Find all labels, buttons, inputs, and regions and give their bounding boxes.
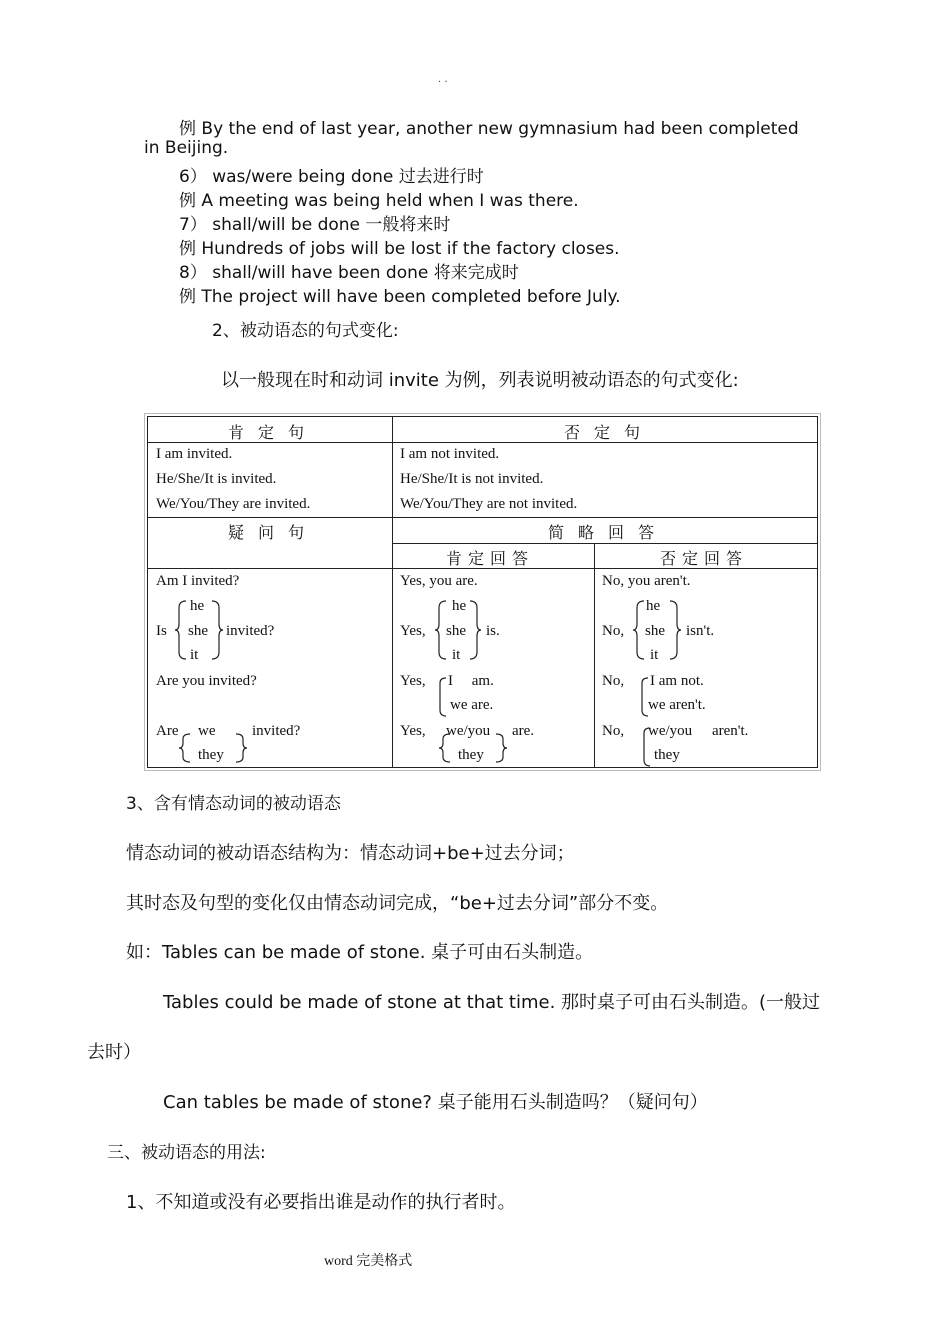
yes-4-we: we/you (446, 723, 491, 739)
negative-row: I am not invited. (400, 446, 500, 462)
no-1: No, you aren't. (602, 573, 691, 589)
question-4-we: we (198, 723, 216, 739)
yes-1: Yes, you are. (400, 573, 478, 589)
right-brace-icon (468, 600, 482, 660)
example-paragraph: Tables could be made of stone at that time. 那时桌子可由石头制造。(一般过 (163, 992, 821, 1013)
no-4-we: we/you (648, 723, 693, 739)
header-short-no: 否定回答 (660, 549, 749, 568)
question-2-end: invited? (226, 623, 275, 639)
no-3-no: No, (602, 673, 625, 689)
header-short-yes: 肯定回答 (446, 549, 535, 568)
question-2-it: it (190, 647, 199, 663)
no-4-no: No, (602, 723, 625, 739)
yes-2-yes: Yes, (400, 623, 426, 639)
question-3: Are you invited? (156, 673, 257, 689)
right-brace-icon (494, 733, 508, 763)
question-2-he: he (190, 598, 205, 614)
example-line-cont: in Beijing. (144, 138, 229, 158)
yes-3-we: we are. (450, 697, 494, 713)
yes-4-they: they (458, 747, 484, 763)
example-paragraph-cont: 去时） (87, 1042, 141, 1063)
yes-2-she: she (446, 623, 466, 639)
section-heading: 2、被动语态的句式变化: (212, 321, 399, 341)
header-affirmative: 肯定句 (228, 423, 319, 442)
left-brace-icon (632, 600, 646, 660)
section-heading: 3、含有情态动词的被动语态 (126, 794, 341, 814)
no-2-no: No, (602, 623, 625, 639)
left-brace-icon (438, 733, 452, 763)
list-item: 1、不知道或没有必要指出谁是动作的执行者时。 (126, 1192, 516, 1213)
yes-4-end: are. (512, 723, 535, 739)
left-brace-icon (178, 733, 192, 763)
no-4-end: aren't. (712, 723, 749, 739)
left-brace-icon (434, 600, 448, 660)
header-question: 疑问句 (228, 523, 319, 542)
yes-4-yes: Yes, (400, 723, 426, 739)
question-4-are: Are (156, 723, 179, 739)
left-brace-icon (640, 727, 652, 767)
left-brace-icon (174, 600, 188, 660)
no-2-it: it (650, 647, 659, 663)
question-1: Am I invited? (156, 573, 240, 589)
negative-row: He/She/It is not invited. (400, 471, 544, 487)
yes-2-it: it (452, 647, 461, 663)
left-brace-icon (436, 677, 448, 717)
no-3-i: I am not. (650, 673, 704, 689)
negative-row: We/You/They are not invited. (400, 496, 578, 512)
tense-item: 6） was/were being done 过去进行时 (179, 167, 484, 187)
right-brace-icon (234, 733, 248, 763)
example-line: 例 By the end of last year, another new gymnasium had been completed (179, 119, 799, 139)
affirm-row: We/You/They are invited. (156, 496, 311, 512)
yes-2-he: he (452, 598, 467, 614)
example-paragraph: 如：Tables can be made of stone. 桌子可由石头制造。 (126, 942, 594, 963)
no-4-they: they (654, 747, 680, 763)
header-short-answer: 简略回答 (548, 523, 669, 542)
passive-voice-table (144, 413, 821, 771)
paragraph: 其时态及句型的变化仅由情态动词完成，“be+过去分词”部分不变。 (126, 893, 669, 914)
header-negative: 否定句 (564, 423, 655, 442)
no-3-we: we aren't. (648, 697, 706, 713)
tense-item: 7） shall/will be done 一般将来时 (179, 215, 451, 235)
example-line: 例 A meeting was being held when I was there. (179, 191, 579, 211)
yes-2-end: is. (486, 623, 500, 639)
example-line: 例 The project will have been completed before July. (179, 287, 621, 307)
header-marks: . . (438, 74, 448, 85)
affirm-row: I am invited. (156, 446, 233, 462)
no-2-she: she (645, 623, 665, 639)
question-4-they: they (198, 747, 224, 763)
affirm-row: He/She/It is invited. (156, 471, 277, 487)
right-brace-icon (210, 600, 224, 660)
question-4-end: invited? (252, 723, 301, 739)
example-paragraph: Can tables be made of stone? 桌子能用石头制造吗？（疑问句） (163, 1092, 708, 1113)
page-footer: word 完美格式 (324, 1254, 413, 1269)
question-2-she: she (188, 623, 208, 639)
paragraph: 情态动词的被动语态结构为：情态动词+be+过去分词； (126, 843, 575, 864)
left-brace-icon (638, 677, 650, 717)
example-line: 例 Hundreds of jobs will be lost if the factory closes. (179, 239, 620, 259)
question-2-is: Is (156, 623, 167, 639)
no-2-end: isn't. (686, 623, 715, 639)
yes-3-i: I am. (448, 673, 494, 689)
no-2-he: he (646, 598, 661, 614)
intro-text: 以一般现在时和动词 invite 为例，列表说明被动语态的句式变化: (221, 370, 739, 391)
yes-3-yes: Yes, (400, 673, 426, 689)
right-brace-icon (668, 600, 682, 660)
tense-item: 8） shall/will have been done 将来完成时 (179, 263, 519, 283)
section-heading: 三、被动语态的用法: (107, 1143, 266, 1163)
